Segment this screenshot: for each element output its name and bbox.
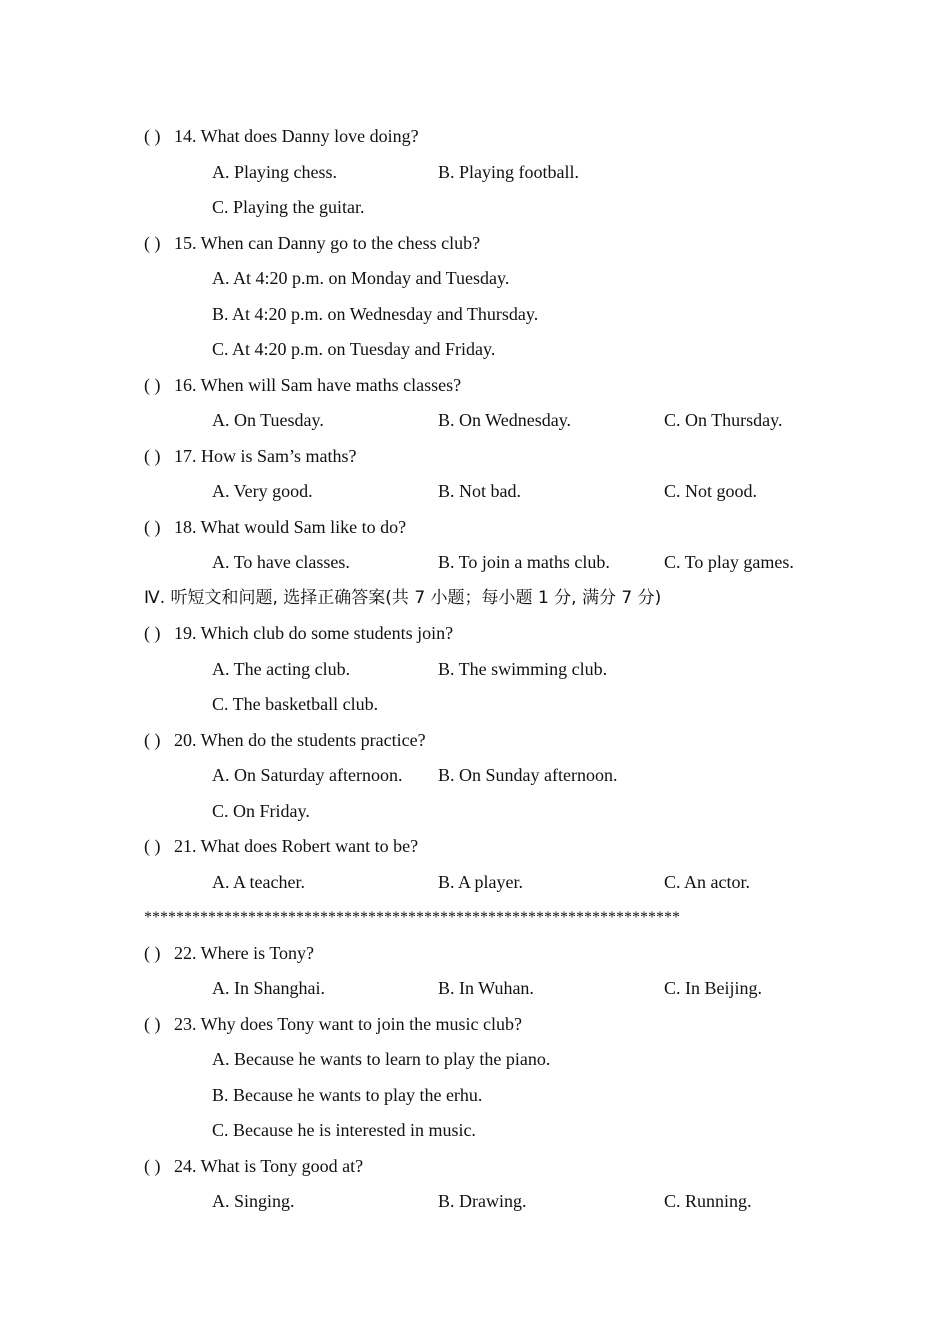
options-row	[0, 261, 950, 297]
answer-blank[interactable]: ( )	[144, 126, 161, 146]
question-18	[0, 510, 950, 546]
question-17	[0, 439, 950, 475]
options-row	[0, 687, 950, 723]
question-text: 22. Where is Tony?	[174, 942, 315, 963]
answer-blank[interactable]: ( )	[144, 1013, 161, 1034]
option-b[interactable]: B. The swimming club.	[438, 658, 608, 679]
option-a[interactable]: A. Playing chess.	[212, 161, 337, 182]
option-a[interactable]: A. Singing.	[212, 1191, 295, 1211]
option-a[interactable]: A. On Saturday afternoon.	[212, 765, 403, 785]
options-row	[0, 190, 950, 226]
question-text: 20. When do the students practice?	[174, 729, 426, 750]
answer-blank[interactable]: ( )	[144, 729, 161, 750]
question-24	[0, 1149, 950, 1185]
option-a[interactable]: A. To have classes.	[212, 552, 350, 572]
option-a[interactable]: A. At 4:20 p.m. on Monday and Tuesday.	[212, 268, 510, 288]
answer-blank[interactable]: ( )	[144, 232, 161, 253]
option-a[interactable]: A. The acting club.	[212, 658, 351, 679]
question-16	[0, 368, 950, 404]
answer-blank[interactable]: ( )	[144, 623, 161, 643]
option-b[interactable]: B. To join a maths club.	[438, 552, 610, 572]
options-row	[0, 1113, 950, 1149]
options-row	[0, 865, 950, 901]
options-row	[0, 403, 950, 439]
answer-blank[interactable]: ( )	[144, 516, 161, 537]
asterisk-divider: *******************************************************************	[144, 909, 680, 926]
option-a[interactable]: A. On Tuesday.	[212, 410, 324, 430]
options-row	[0, 155, 950, 191]
options-row	[0, 971, 950, 1007]
option-c[interactable]: C. Playing the guitar.	[212, 197, 365, 217]
option-b[interactable]: B. Drawing.	[438, 1191, 527, 1211]
option-b[interactable]: B. A player.	[438, 871, 523, 892]
question-20	[0, 723, 950, 759]
question-text: 19. Which club do some students join?	[174, 623, 454, 643]
option-c[interactable]: C. To play games.	[664, 552, 794, 572]
option-b[interactable]: B. Playing football.	[438, 161, 579, 182]
exam-page	[0, 119, 950, 1220]
answer-blank[interactable]: ( )	[144, 374, 161, 395]
question-text: 24. What is Tony good at?	[174, 1155, 364, 1176]
options-row	[0, 297, 950, 333]
options-row	[0, 545, 950, 581]
options-row	[0, 474, 950, 510]
options-row	[0, 1042, 950, 1078]
option-b[interactable]: B. On Wednesday.	[438, 410, 572, 430]
question-text: 15. When can Danny go to the chess club?	[174, 232, 481, 253]
option-c[interactable]: C. Because he is interested in music.	[212, 1120, 476, 1140]
answer-blank[interactable]: ( )	[144, 836, 161, 856]
option-b[interactable]: B. Because he wants to play the erhu.	[212, 1084, 483, 1105]
answer-blank[interactable]: ( )	[144, 1155, 161, 1176]
question-22	[0, 936, 950, 972]
option-b[interactable]: B. On Sunday afternoon.	[438, 765, 618, 785]
question-23	[0, 1007, 950, 1043]
option-b[interactable]: B. At 4:20 p.m. on Wednesday and Thursday.	[212, 303, 539, 324]
option-a[interactable]: A. A teacher.	[212, 871, 305, 892]
question-19	[0, 616, 950, 652]
option-a[interactable]: A. In Shanghai.	[212, 978, 325, 998]
question-text: 14. What does Danny love doing?	[174, 126, 419, 146]
section-heading-iv: Ⅳ. 听短文和问题, 选择正确答案(共 7 小题；每小题 1 分, 满分 7 分)	[144, 587, 662, 608]
option-c[interactable]: C. Not good.	[664, 481, 758, 501]
question-text: 17. How is Sam’s maths?	[174, 445, 357, 466]
answer-blank[interactable]: ( )	[144, 942, 161, 963]
question-text: 18. What would Sam like to do?	[174, 516, 407, 537]
option-a[interactable]: A. Because he wants to learn to play the piano.	[212, 1049, 551, 1069]
option-c[interactable]: C. The basketball club.	[212, 694, 379, 714]
options-row	[0, 652, 950, 688]
option-c[interactable]: C. On Thursday.	[664, 410, 783, 430]
options-row	[0, 332, 950, 368]
options-row	[0, 758, 950, 794]
option-b[interactable]: B. In Wuhan.	[438, 978, 534, 998]
question-text: 21. What does Robert want to be?	[174, 836, 419, 856]
option-c[interactable]: C. On Friday.	[212, 800, 310, 821]
options-row	[0, 1078, 950, 1114]
option-a[interactable]: A. Very good.	[212, 481, 313, 501]
option-c[interactable]: C. Running.	[664, 1191, 752, 1211]
options-row	[0, 1184, 950, 1220]
answer-blank[interactable]: ( )	[144, 445, 161, 466]
question-21	[0, 829, 950, 865]
options-row	[0, 794, 950, 830]
question-15	[0, 226, 950, 262]
option-c[interactable]: C. At 4:20 p.m. on Tuesday and Friday.	[212, 339, 496, 359]
question-14	[0, 119, 950, 155]
question-text: 23. Why does Tony want to join the music club?	[174, 1013, 523, 1034]
question-text: 16. When will Sam have maths classes?	[174, 374, 462, 395]
option-c[interactable]: C. An actor.	[664, 871, 750, 892]
option-c[interactable]: C. In Beijing.	[664, 978, 762, 998]
option-b[interactable]: B. Not bad.	[438, 481, 521, 501]
